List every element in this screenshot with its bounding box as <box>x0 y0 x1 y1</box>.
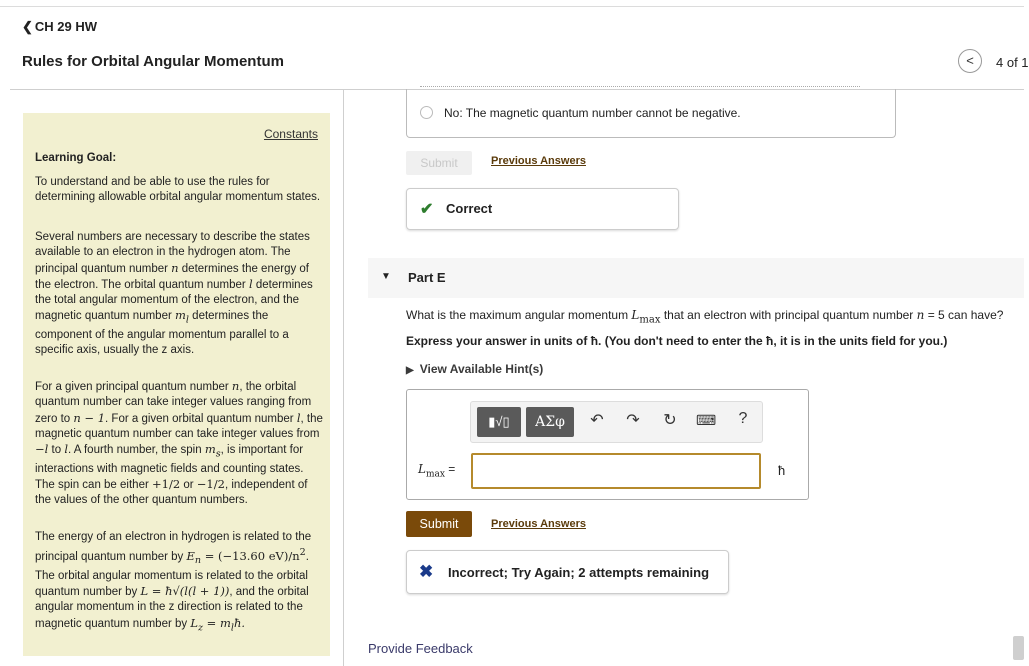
previous-item-button[interactable] <box>958 49 982 73</box>
math-expr: = m <box>203 615 231 630</box>
math-m: m <box>204 442 216 457</box>
item-counter: 4 of 1 <box>996 55 1029 70</box>
chevron-left-icon: ❮ <box>22 19 33 34</box>
text-run: What is the maximum angular momentum <box>406 308 632 322</box>
page-title: Rules for Orbital Angular Momentum <box>22 53 284 70</box>
math-expr: L = ħ√(l(l + 1)) <box>140 584 230 599</box>
hints-toggle[interactable] <box>406 362 543 376</box>
column-divider <box>343 89 344 666</box>
math-sub: max <box>425 469 445 480</box>
quantum-rules-paragraph <box>35 379 325 509</box>
math-sup: 2 <box>299 547 306 559</box>
answer-input[interactable] <box>471 453 761 489</box>
option-label: No: The magnetic quantum number cannot be negative. <box>444 106 741 120</box>
math-expr: = (−13.60 eV)/n <box>201 549 300 564</box>
text-run: or <box>180 479 197 492</box>
intro-paragraph <box>35 230 325 359</box>
hints-label: View Available Hint(s) <box>419 362 544 376</box>
answer-variable-label <box>418 462 455 479</box>
text-run: , and the orbital angular momentum in the z direction is related to the magnetic quantum number by <box>35 586 309 630</box>
energy-paragraph <box>35 530 325 635</box>
incorrect-label: Incorrect; Try Again; 2 attempts remaining <box>448 565 710 580</box>
math-E: E <box>186 549 195 564</box>
redo-icon[interactable]: ↷ <box>626 412 640 429</box>
text-run: determines the energy of the electron. The orbital quantum number <box>35 262 310 291</box>
math-l: l <box>296 410 301 425</box>
math-l: l <box>248 276 253 291</box>
math-n: n <box>916 308 925 322</box>
clipped-option-row <box>420 86 860 90</box>
text-run: , the orbital quantum number can take integer values ranging from zero to <box>35 381 312 425</box>
text-run: , the magnetic quantum number can take integer values from <box>35 412 323 440</box>
units-label: ħ <box>778 463 786 478</box>
text-run: . The orbital angular momentum is related to the orbital quantum number by <box>35 551 309 599</box>
text-run: to <box>48 444 65 457</box>
help-button[interactable]: ? <box>738 410 748 427</box>
math-L: L <box>631 308 640 322</box>
text-run: determines the total angular momentum of the electron, and the magnetic quantum number <box>35 278 313 323</box>
math-sub: z <box>197 621 204 633</box>
answer-instructions: Express your answer in units of ħ. (You don't need to enter the ħ, it is in the units field for you.) <box>406 334 948 348</box>
part-e-header[interactable] <box>368 258 1024 298</box>
text-run: The energy of an electron in hydrogen is related to the principal quantum number by <box>35 531 312 564</box>
submit-button[interactable]: Submit <box>406 511 472 537</box>
text-run: = 5 can have? <box>924 308 1004 322</box>
x-mark-icon: ✖ <box>419 562 434 581</box>
math-expr: n − 1 <box>73 410 106 425</box>
text-run: that an electron with principal quantum number <box>660 308 917 322</box>
math-n: n <box>231 379 240 393</box>
math-sub: s <box>215 448 221 460</box>
submit-button-disabled[interactable]: Submit <box>406 151 472 175</box>
learning-goal-panel <box>23 113 330 656</box>
reset-icon[interactable]: ↻ <box>663 412 677 429</box>
math-m: m <box>175 308 186 323</box>
math-sub: l <box>185 314 189 326</box>
math-expr: −1/2 <box>196 477 225 492</box>
back-link[interactable] <box>22 19 97 35</box>
undo-icon[interactable]: ↶ <box>590 412 604 429</box>
text-run: determines the component of the angular momentum parallel to a specific axis, usually the z axis. <box>35 310 289 357</box>
templates-icon: ▮√▯ <box>488 414 510 429</box>
scrollbar-thumb[interactable] <box>1013 636 1024 660</box>
math-sub: n <box>194 555 202 567</box>
learning-goal-text: To understand and be able to use the rules for determining allowable orbital angular momentum states. <box>35 176 321 204</box>
text-run: , independent of the values of the other quantum numbers. <box>35 479 308 507</box>
math-expr: +1/2 <box>152 477 181 492</box>
math-L: L <box>418 462 426 476</box>
previous-answers-link[interactable]: Previous Answers <box>491 518 586 530</box>
math-expr: ħ. <box>233 615 246 630</box>
provide-feedback-link[interactable]: Provide Feedback <box>368 641 473 656</box>
collapse-triangle-icon[interactable]: ▼ <box>381 271 391 282</box>
option-radio[interactable] <box>420 106 433 119</box>
math-n: n <box>171 260 179 275</box>
previous-answers-link[interactable]: Previous Answers <box>491 155 586 167</box>
constants-link[interactable]: Constants <box>263 127 318 141</box>
question-text <box>406 308 1003 325</box>
top-divider <box>0 6 1024 7</box>
templates-button[interactable] <box>477 407 521 437</box>
greek-symbols-button[interactable]: ΑΣφ <box>526 407 574 437</box>
part-e-label: Part E <box>408 270 446 285</box>
caret-right-icon: ▶ <box>406 365 414 376</box>
learning-goal-heading: Learning Goal: <box>35 152 117 164</box>
text-run: Several numbers are necessary to describe the states available to an electron in the hydrogen atom. The principal quantum number <box>35 231 310 275</box>
math-sub: max <box>639 314 661 326</box>
math-L: L <box>190 615 198 630</box>
text-run: For a given principal quantum number <box>35 381 232 393</box>
math-l: l <box>64 442 68 457</box>
math-sub: l <box>230 621 234 633</box>
correct-label: Correct <box>446 201 493 216</box>
text-run: = <box>444 462 456 476</box>
chevron-left-icon: < <box>966 53 974 68</box>
text-run: , is important for interactions with magnetic fields and counting states. The spin can be either <box>35 444 304 492</box>
back-link-label: CH 29 HW <box>34 19 98 34</box>
keyboard-icon[interactable]: ⌨ <box>696 412 717 428</box>
math-expr: −l <box>35 442 49 457</box>
text-run: . For a given orbital quantum number <box>105 412 297 425</box>
text-run: . A fourth number, the spin <box>68 444 205 457</box>
check-icon: ✔ <box>420 201 434 218</box>
